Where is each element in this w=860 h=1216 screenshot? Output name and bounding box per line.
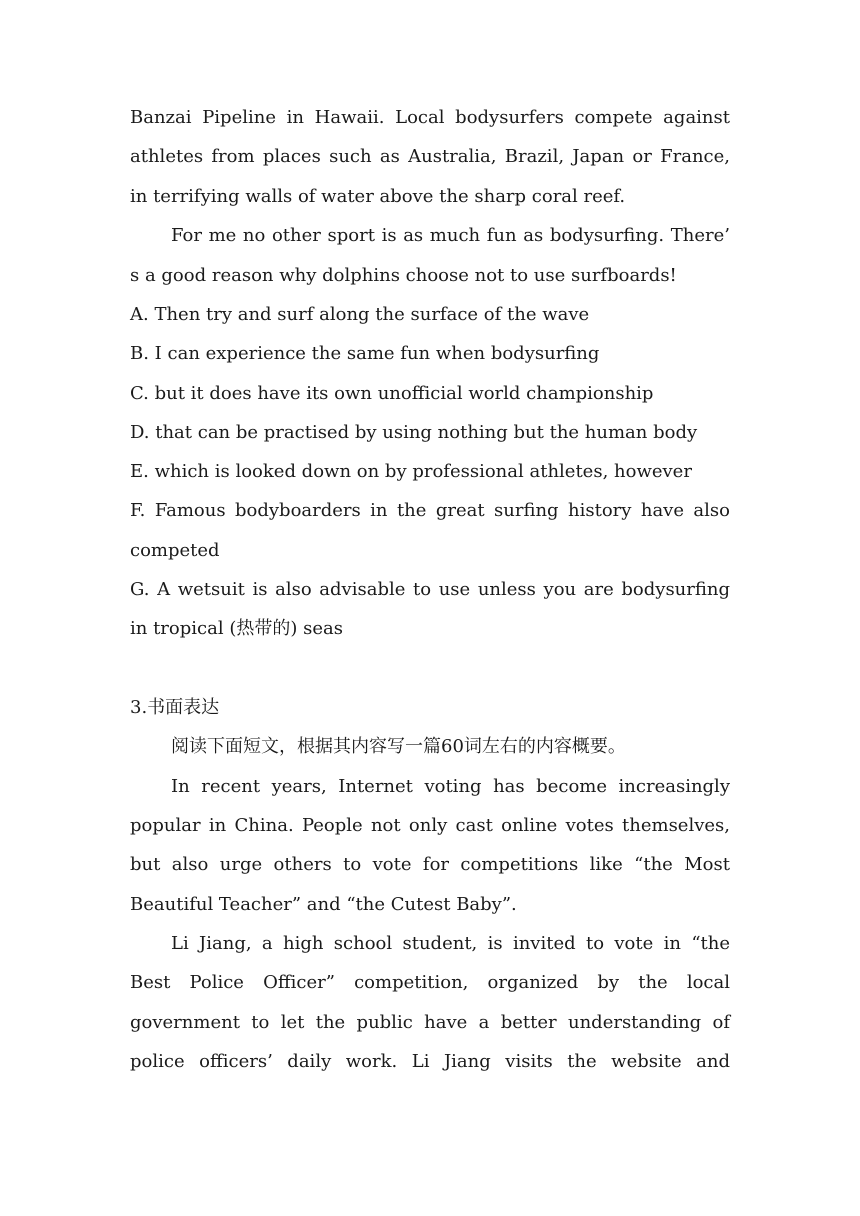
essay-paragraph-line: government to let the public have a better understanding of [130,1012,730,1033]
section-instruction: 阅读下面短文，根据其内容写一篇60词左右的内容概要。 [171,736,626,757]
option-f: F. Famous bodyboarders in the great surfing history have also [130,500,730,521]
option-g-continued: in tropical (热带的) seas [130,618,343,639]
essay-paragraph-line: Li Jiang, a high school student, is invited to vote in “the [171,933,730,954]
option-e: E. which is looked down on by professional athletes, however [130,461,692,482]
section-heading: 3.书面表达 [130,697,220,718]
essay-paragraph-line: In recent years, Internet voting has become increasingly [171,776,730,797]
passage-line: Banzai Pipeline in Hawaii. Local bodysurfers compete against [130,107,730,128]
option-a: A. Then try and surf along the surface of the wave [130,304,590,325]
passage-line: athletes from places such as Australia, Brazil, Japan or France, [130,146,730,167]
option-d: D. that can be practised by using nothing but the human body [130,422,698,443]
option-c: C. but it does have its own unofficial world championship [130,383,654,404]
option-g: G. A wetsuit is also advisable to use unless you are bodysurfing [130,579,730,600]
essay-paragraph-line: Beautiful Teacher” and “the Cutest Baby”. [130,894,517,915]
essay-paragraph-line: police officers’ daily work. Li Jiang visits the website and [130,1051,730,1072]
option-f-continued: competed [130,540,220,561]
essay-paragraph-line: Best Police Officer” competition, organized by the local [130,972,730,993]
essay-paragraph-line: popular in China. People not only cast online votes themselves, [130,815,730,836]
closing-paragraph-line: s a good reason why dolphins choose not to use surfboards! [130,265,677,286]
closing-paragraph-line: For me no other sport is as much fun as bodysurfing. There’ [171,225,730,246]
option-b: B. I can experience the same fun when bodysurfing [130,343,600,364]
essay-paragraph-line: but also urge others to vote for competitions like “the Most [130,854,730,875]
passage-line: in terrifying walls of water above the sharp coral reef. [130,186,626,207]
